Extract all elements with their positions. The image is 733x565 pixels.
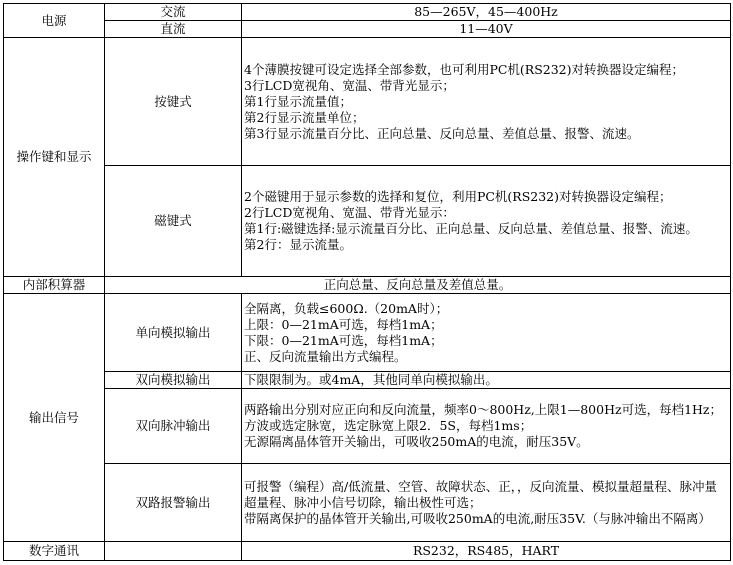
power-label: 电源 [4, 4, 105, 38]
analog-single-desc [242, 294, 731, 372]
table-row [4, 4, 731, 21]
desc-line: 2行LCD宽视角、宽温、带背光显示： [244, 205, 455, 220]
output-label: 输出信号 [4, 294, 105, 542]
magnetic-type-desc [242, 166, 731, 277]
desc-line: 可报警（编程）高/低流量、空管、故障状态、正，，反向流量、模拟量超量程、脉冲量超量程、脉冲小信号切除，输出极性可选； [244, 478, 717, 510]
comm-value: RS232，RS485，HART [242, 542, 731, 561]
table-row [4, 372, 731, 389]
table-row [4, 389, 731, 464]
desc-line: 第1行显示流量值； [244, 93, 352, 109]
desc-line: 无源隔离晶体管开关输出，可吸收250mA的电流，耐压35V。 [244, 434, 589, 449]
desc-line: 3行LCD宽视角、宽温、带背光显示； [244, 77, 455, 93]
table-row [4, 464, 731, 542]
pulse-dual-desc [242, 389, 731, 464]
table-row [4, 294, 731, 372]
ac-label: 交流 [105, 4, 242, 21]
totalizer-label: 内部积算器 [4, 277, 105, 294]
desc-line: 带隔离保护的晶体管开关输出,可吸收250mA的电流,耐压35V.（与脉冲输出不隔离） [244, 510, 711, 526]
spec-table [3, 3, 731, 561]
desc-line: 4个薄膜按键可设定选择全部参数，也可利用PC机(RS232)对转换器设定编程； [244, 61, 685, 77]
ops-label: 操作键和显示 [4, 38, 105, 277]
analog-dual-desc: 下限限制为。或4mA，其他同单向模拟输出。 [242, 372, 731, 389]
desc-line: 两路输出分别对应正向和反向流量，频率0～800Hz,上限1—800Hz可选，每档1Hz； [244, 402, 723, 417]
table-row [4, 38, 731, 166]
button-type-desc [242, 38, 731, 166]
desc-line: 上限：0—21mA可选，每档1mA； [244, 316, 443, 332]
table-row [4, 277, 731, 294]
dc-label: 直流 [105, 21, 242, 38]
analog-single-label: 单向模拟输出 [105, 294, 242, 372]
desc-line: 方波或选定脉宽，选定脉宽上限2．5S，每档1ms； [244, 418, 533, 433]
desc-line: 2个磁键用于显示参数的选择和复位，利用PC机(RS232)对转换器设定编程； [244, 189, 672, 204]
pulse-dual-label: 双向脉冲输出 [105, 389, 242, 464]
dc-value: 11—40V [242, 21, 731, 38]
table-row [4, 21, 731, 38]
alarm-dual-desc [242, 464, 731, 542]
table-row [4, 542, 731, 561]
desc-line: 正、反向流量输出方式编程。 [244, 348, 407, 364]
desc-line: 第3行显示流量百分比、正向总量、反向总量、差值总量、报警、流速。 [244, 125, 640, 141]
comm-empty-cell [105, 542, 242, 561]
totalizer-value: 正向总量、反向总量及差值总量。 [105, 277, 731, 294]
table-row [4, 166, 731, 277]
analog-dual-label: 双向模拟输出 [105, 372, 242, 389]
desc-line: 第1行:磁键选择:显示流量百分比、正向总量、反向总量、差值总量、报警、流速。 [244, 221, 698, 236]
desc-line: 第2行显示流量单位； [244, 109, 365, 125]
comm-label: 数字通讯 [4, 542, 105, 561]
desc-line: 第2行：显示流量。 [244, 237, 352, 252]
ac-value: 85—265V，45—400Hz [242, 4, 731, 21]
desc-line: 下限：0—21mA可选，每档1mA； [244, 332, 443, 348]
magnetic-type-label: 磁键式 [105, 166, 242, 277]
alarm-dual-label: 双路报警输出 [105, 464, 242, 542]
desc-line: 全隔离，负载≤600Ω.（20mA时）； [244, 300, 449, 316]
button-type-label: 按键式 [105, 38, 242, 166]
